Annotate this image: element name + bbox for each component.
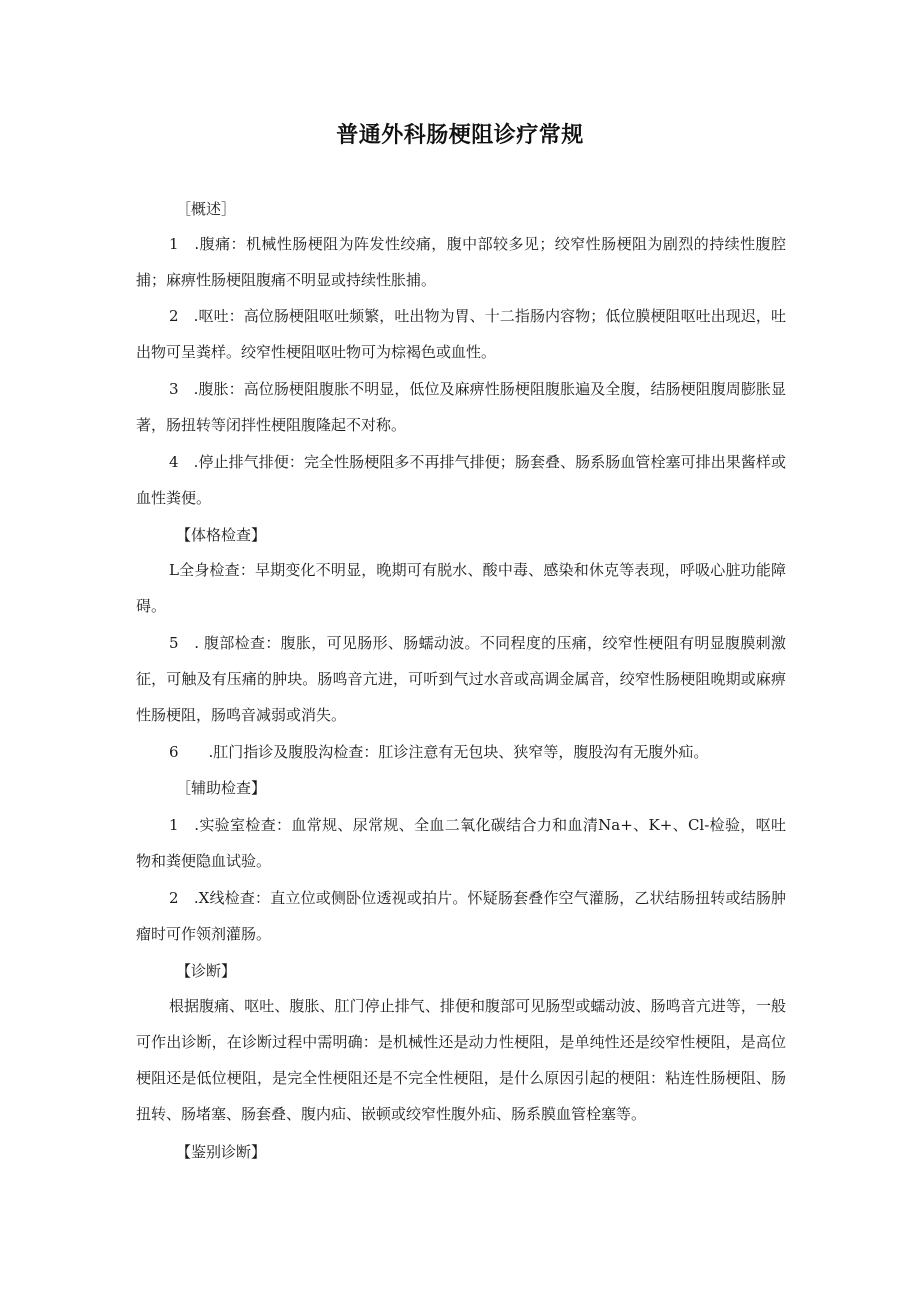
paragraph-physical-exam-1: L全身检查：早期变化不明显，晚期可有脱水、酸中毒、感染和休克等表现，呼吸心脏功能障碍。 bbox=[136, 561, 786, 615]
section-heading-overview: ［概述］ bbox=[176, 200, 237, 218]
paragraph-diagnosis: 根据腹痛、呕吐、腹胀、肛门停止排气、排便和腹部可见肠型或蠕动波、肠鸣音亢进等，一般可作出诊断，在诊断过程中需明确：是机械性还是动力性梗阻，是单纯性还是绞窄性梗阻，是高位梗阻还是低位梗阻，是完全性梗阻还是不完全性梗阻，是什么原因引起的梗阻：粘连性肠梗阻、肠扭转、肠堵塞、肠套叠、腹内疝、嵌顿或绞窄性腹外疝、肠系膜血管栓塞等。 bbox=[136, 997, 786, 1123]
paragraph-physical-exam-3: 6 .肛门指诊及腹股沟检查：肛诊注意有无包块、狭窄等，腹股沟有无腹外疝。 bbox=[169, 743, 709, 761]
paragraph-physical-exam-2: 5 . 腹部检查：腹胀，可见肠形、肠蠕动波。不同程度的压痛，绞窄性梗阻有明显腹膜刺激征，可触及有压痛的肿块。肠鸣音亢进，可听到气过水音或高调金属音，绞窄性肠梗阻晚期或麻痹性肠梗阻，肠鸣音减弱或消失。 bbox=[136, 634, 786, 724]
paragraph-overview-2: 2 .呕吐：高位肠梗阻呕吐频繁，吐出物为胃、十二指肠内容物；低位膜梗阻呕吐出现迟，吐出物可呈粪样。绞窄性梗阻呕吐物可为棕褐色或血性。 bbox=[136, 307, 786, 361]
paragraph-overview-3: 3 .腹胀：高位肠梗阻腹胀不明显，低位及麻痹性肠梗阻腹胀遍及全腹，结肠梗阻腹周膨胀显著，肠扭转等闭拌性梗阻腹隆起不对称。 bbox=[136, 380, 786, 434]
paragraph-overview-1: 1 .腹痛：机械性肠梗阻为阵发性绞痛，腹中部较多见；绞窄性肠梗阻为剧烈的持续性腹腔捕；麻痹性肠梗阻腹痛不明显或持续性胀捕。 bbox=[136, 235, 786, 289]
section-heading-auxiliary-exam: ［辅助检查】 bbox=[176, 779, 267, 797]
section-heading-diagnosis: 【诊断】 bbox=[176, 962, 237, 980]
section-heading-differential: 【鉴别诊断】 bbox=[176, 1143, 267, 1161]
section-heading-physical-exam: 【体格检查】 bbox=[176, 526, 267, 544]
page-title: 普通外科肠梗阻诊疗常规 bbox=[336, 123, 584, 148]
paragraph-auxiliary-exam-2: 2 .X线检查：直立位或侧卧位透视或拍片。怀疑肠套叠作空气灌肠，乙状结肠扭转或结肠肿瘤时可作领剂灌肠。 bbox=[136, 889, 786, 943]
paragraph-auxiliary-exam-1: 1 .实验室检查：血常规、尿常规、全血二氧化碳结合力和血清Na+、K+、Cl-检验，呕吐物和粪便隐血试验。 bbox=[136, 816, 786, 870]
paragraph-overview-4: 4 .停止排气排便：完全性肠梗阻多不再排气排便；肠套叠、肠系肠血管栓塞可排出果酱样或血性粪便。 bbox=[136, 453, 786, 507]
